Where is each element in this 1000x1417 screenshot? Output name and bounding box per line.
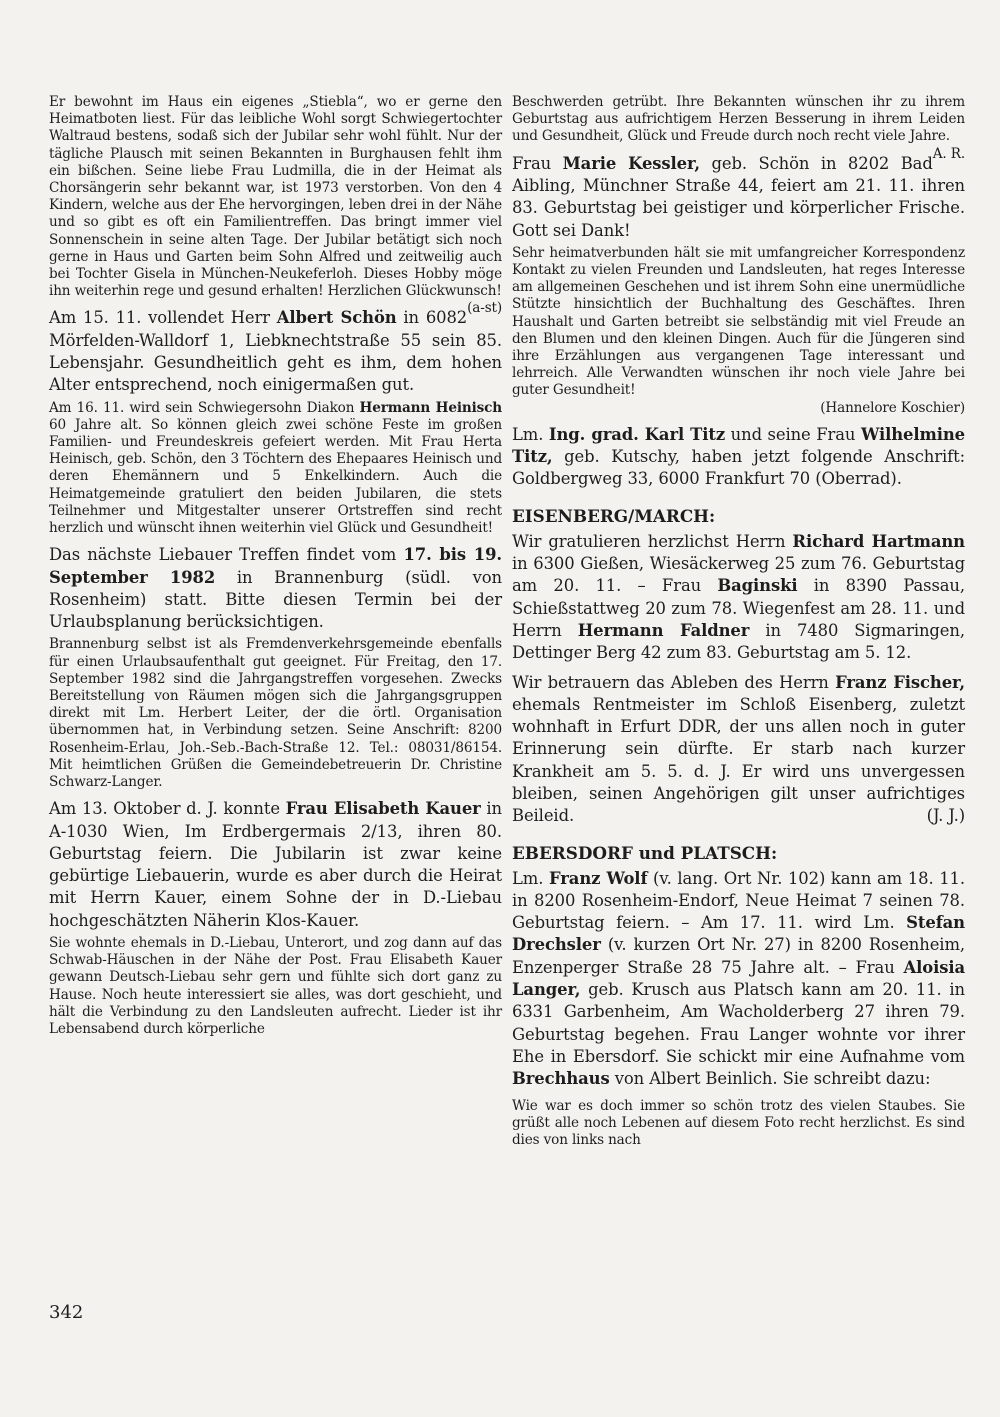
paragraph-text: Sie wohnte ehemals in D.-Liebau, Unterort, und zog dann auf das Schwab-Häuschen in der Nähe der Post. Frau Elisabeth Kauer gewann Deutsch-Liebau sehr gern und fühlte sich dort ganz zu Hause. Noch heute interessiert sie alles, was dort geschieht, und hält die Verbindung zu den Landsleuten aufrecht. Lieder ist ihr Lebensabend durch körperliche [49, 935, 502, 1038]
marie-kessler-paragraph [512, 245, 965, 400]
liebauer-treffen-announcement [49, 544, 502, 633]
author-signature: (a-st) [467, 300, 502, 317]
person-name: Franz Fischer, [835, 672, 965, 692]
person-name: Hermann Heinisch [359, 399, 502, 416]
hermann-heinisch-paragraph [49, 400, 502, 538]
right-column [512, 94, 965, 1149]
place-name: Brechhaus [512, 1069, 610, 1089]
person-name: Frau Elisabeth Kauer [285, 799, 481, 819]
text-segment: in 6300 Gießen, Wiesäckerweg 25 zum 76. Geburtstag am 20. 11. – Frau [512, 554, 965, 596]
paragraph-text: Beschwerden getrübt. Ihre Bekannten wünschen ihr zu ihrem Geburtstag aus aufrichtigem Herzen Besserung in ihrem Leiden und Gesundheit, Glück und Freude durch noch recht viele Jahre. [512, 94, 965, 145]
person-name: Marie Kessler, [562, 153, 700, 173]
brannenburg-paragraph [49, 636, 502, 791]
marie-kessler-announcement [512, 153, 965, 242]
text-segment: Lm. [512, 868, 550, 888]
text-segment: in 7480 Sigmaringen, Dettinger Berg 42 zum 83. Geburtstag am 5. 12. [512, 620, 965, 663]
author-signature: (Hannelore Koschier) [820, 399, 965, 416]
text-segment: Wir gratulieren herzlichst Herrn [512, 531, 793, 551]
paragraph-text: Wie war es doch immer so schön trotz des vielen Staubes. Sie grüßt alle noch Lebenen auf diesem Foto recht herzlichst. Es sind dies von links nach [512, 1097, 965, 1148]
author-signature: A. R. [932, 145, 965, 162]
text-segment: geb. Krusch aus Platsch kann am 20. 11. in 6331 Garbenheim, Am Wacholderberg 27 ihren 79. Geburtstag begehen. Frau Langer wohnte vor ihrer Ehe in Ebersdorf. Sie schickt mir eine Aufnahme vom [512, 980, 965, 1066]
person-name: Ing. grad. Karl Titz [548, 424, 726, 444]
albert-schoen-announcement [49, 307, 502, 396]
text-segment: Wir betrauern das Ableben des Herrn [512, 672, 836, 692]
text-segment: (v. kurzen Ort Nr. 27) in 8200 Rosenheim, Enzenperger Straße 28 75 Jahre alt. – Frau [512, 935, 965, 977]
franz-fischer-obituary [512, 672, 965, 828]
text-segment: und seine Frau [725, 424, 861, 444]
text-segment: von Albert Beinlich. Sie schreibt dazu: [609, 1069, 931, 1089]
text-segment: geb. Schön in 8202 Bad Aibling, Münchner Straße 44, feiert am 21. 11. ihren 83. Geburtstag bei geistiger und körperlicher Frische. Gott sei Dank! [512, 153, 965, 240]
event-date: 17. bis 19. September 1982 [49, 545, 503, 587]
eisenberg-birthdays [512, 531, 965, 665]
text-segment: 60 Jahre alt. So können gleich zwei schöne Feste im großen Familien- und Freundeskreis gefeiert werden. Mit Frau Herta Heinisch, geb. Schön, den 3 Töchtern des Ehepaares Heinisch und deren Ehemännern und 5 Enkelkindern. Auch die Heimatgemeinde gratuliert den beiden Jubilaren, die stets Teilnehmer und Mitgestalter unserer Ortstreffen sind recht herzlich und wünscht ihnen weiterhin viel Glück und Gesundheit! [49, 416, 502, 537]
person-name: Wilhelmine Titz, [512, 424, 965, 467]
titz-address-announcement [512, 424, 965, 491]
person-name: Aloisia Langer, [512, 957, 965, 1000]
paragraph-text: Sehr heimatverbunden hält sie mit umfangreicher Korrespondenz Kontakt zu vielen Freunden und Landsleuten, hat reges Interesse am allgemeinen Geschehen und ist ihrem Sohn eine unermüdliche Stützte hinsichtlich der Buchhaltung des Geschäftes. Ihren Haushalt und Garten betreibt sie selbständig mit viel Freude an den Blumen und den kleinen Dingen. Auch für die Jüngeren sind ihre Erzählungen aus vergangenen Tage interessant und lehrreich. Alle Verwandten wünschen ihr noch viele Jahre bei guter Gesundheit! [512, 244, 965, 399]
text-segment: geb. Kutschy, haben jetzt folgende Anschrift: Goldbergweg 33, 6000 Frankfurt 70 (Oberrad). [512, 447, 965, 489]
text-segment: Lm. [512, 424, 549, 444]
elisabeth-kauer-announcement [49, 798, 502, 932]
elisabeth-kauer-paragraph [49, 935, 502, 1038]
person-name: Albert Schön [276, 308, 397, 328]
text-segment: ehemals Rentmeister im Schloß Eisenberg, zuletzt wohnhaft in Erfurt DDR, der uns allen noch in guter Erinnerung sein dürfte. Er starb nach kurzer Krankheit am 5. 5. d. J. Er wird uns unvergessen bleiben, seinen Angehörigen gilt unser aufrichtiges Beileid. [512, 694, 965, 826]
person-name: Richard Hartmann [792, 531, 965, 551]
person-name: Baginski [717, 576, 798, 596]
text-segment: Am 16. 11. wird sein Schwiegersohn Diakon [49, 399, 360, 416]
section-heading-ebersdorf: EBERSDORF und PLATSCH: [512, 842, 778, 863]
author-signature: (J. J.) [926, 806, 965, 826]
person-name: Franz Wolf [549, 868, 648, 888]
text-segment: (v. lang. Ort Nr. 102) kann am 18. 11. in 8200 Rosenheim-Endorf, Neue Heimat 7 seinen 78. Geburtstag feiern. – Am 17. 11. wird Lm. [512, 868, 965, 933]
paragraph-text: Brannenburg selbst ist als Fremdenverkehrsgemeinde ebenfalls für einen Urlaubsaufenthalt gut geeignet. Für Freitag, den 17. September 1982 sind die Jahrgangstreffen vorgesehen. Zwecks Bereitstellung von Räumen mögen sich die Jahrgangsgruppen direkt mit Lm. Herbert Leiter, der die örtl. Organisation übernommen hat, in Verbindung setzen. Seine Anschrift: 8200 Rosenheim-Erlau, Joh.-Seb.-Bach-Straße 12. Tel.: 08031/86154. Mit heimtlichen Grüßen die Gemeindebetreuerin Dr. Christine Schwarz-Langer. [49, 636, 502, 791]
page-number: 342 [49, 1302, 84, 1323]
text-segment: Das nächste Liebauer Treffen findet vom [49, 545, 404, 565]
kauer-continuation-paragraph [512, 94, 965, 162]
article-stiebla-paragraph [49, 94, 502, 317]
text-segment: in A-1030 Wien, Im Erdbergermais 2/13, ihren 80. Geburtstag feiern. Die Jubilarin ist zwar keine gebürtige Liebauerin, wurde es aber durch die Heirat mit Herrn Kauer, einem Sohne der in D.-Liebau hochgeschätzten Näherin Klos-Kauer. [49, 799, 503, 930]
text-segment: in 8390 Passau, Schießstattweg 20 zum 78. Wiegenfest am 28. 11. und Herrn [512, 576, 965, 640]
text-segment: in Brannenburg (südl. von Rosenheim) statt. Bitte diesen Termin bei der Urlaubsplanung berücksichtigen. [49, 567, 502, 632]
person-name: Stefan Drechsler [512, 913, 965, 955]
left-column [49, 94, 502, 1038]
section-heading-eisenberg: EISENBERG/MARCH: [512, 505, 716, 526]
brechhaus-letter-paragraph [512, 1098, 965, 1150]
person-name: Hermann Faldner [577, 620, 750, 640]
ebersdorf-birthdays [512, 868, 965, 1091]
text-segment: in 6082 Mörfelden-Walldorf 1, Liebknechtstraße 55 sein 85. Lebensjahr. Gesundheitlich geht es ihm, dem hohen Alter entsprechend, noch einigermaßen gut. [49, 308, 502, 395]
paragraph-text: Er bewohnt im Haus ein eigenes „Stiebla“, wo er gerne den Heimatboten liest. Für das leibliche Wohl sorgt Schwiegertochter Waltraud bestens, sodaß sich der Jubilar sehr wohl fühlt. Nur der tägliche Plausch mit seinen Bekannten in Burghausen fehlt ihm ein bißchen. Seine liebe Frau Ludmilla, die in der Heimat als Chorsängerin sehr bekannt war, ist 1973 verstorben. Von den 4 Kindern, welche aus der Ehe hervorgingen, leben drei in der Nähe und so gibt es oft ein Familientreffen. Das bringt immer viel Sonnenschein in seine alten Tage. Der Jubilar betätigt sich noch gerne in Haus und Garten beim Sohn Alfred und zeitweilig auch bei Tochter Gisela in München-Neukeferloh. Dieses Hobby möge ihn weiterhin rege und gesund erhalten! Herzlichen Glückwunsch! [49, 94, 502, 300]
text-segment: Am 13. Oktober d. J. konnte [49, 799, 286, 819]
text-segment: Frau [512, 153, 563, 173]
text-segment: Am 15. 11. vollendet Herr [49, 308, 277, 328]
